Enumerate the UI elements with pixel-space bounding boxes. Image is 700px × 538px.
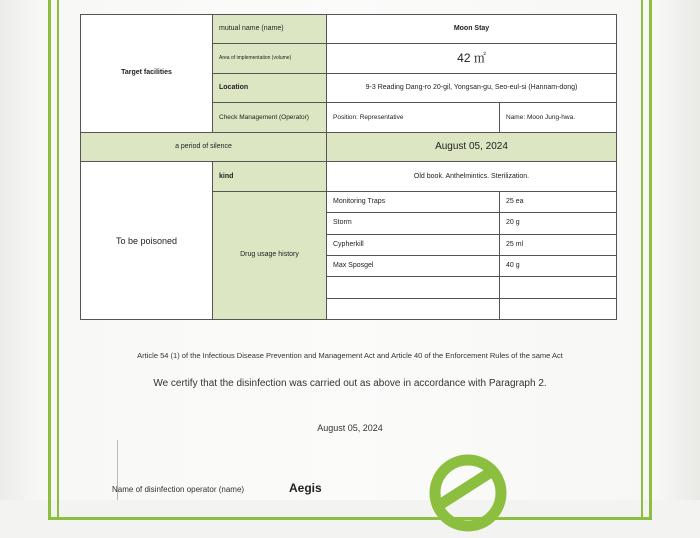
green-e-seal-icon [423, 448, 513, 538]
drug-amount-cell [500, 298, 617, 319]
drug-amount-cell: 25 ea [500, 191, 617, 212]
drug-name-cell [327, 277, 500, 298]
area-label: Area of implementation (volume) [213, 44, 327, 73]
area-value: 42 ㎡ [327, 44, 617, 73]
position-value: Position: Representative [327, 103, 500, 132]
certificate-date: August 05, 2024 [317, 423, 383, 433]
operator-label: Name of disinfection operator (name) [112, 485, 245, 494]
operator-name: Aegis [289, 481, 322, 495]
drug-name-cell: Storm [327, 213, 500, 234]
drug-name-cell: Max Sposgel [327, 255, 500, 276]
check-management-label: Check Management (Operator) [213, 103, 327, 132]
certify-text: We certify that the disinfection was carried out as above in accordance with Paragraph 2. [153, 378, 547, 389]
drug-name-cell: Cypherkill [327, 234, 500, 255]
drug-amount-cell: 40 g [500, 255, 617, 276]
period-label: a period of silence [81, 132, 327, 161]
location-label: Location [213, 73, 327, 102]
drug-name-cell [327, 298, 500, 319]
disinfection-table [80, 14, 617, 320]
location-value: 9-3 Reading Dang-ro 20-gil, Yongsan-gu, Seo-eul-si (Hannam-dong) [327, 73, 617, 102]
mutual-name-label: mutual name (name) [213, 15, 327, 44]
drug-history-label: Drug usage history [213, 191, 327, 319]
drug-amount-cell [500, 277, 617, 298]
mutual-name-value: Moon Stay [327, 15, 617, 44]
drug-amount-cell: 20 g [500, 213, 617, 234]
drug-name-cell: Monitoring Traps [327, 191, 500, 212]
statute-text: Article 54 (1) of the Infectious Disease Prevention and Management Act and Article 40 of the Enforcement Rules of the same Act [137, 351, 563, 360]
poisoned-label: To be poisoned [81, 162, 213, 320]
drug-amount-cell: 25 ml [500, 234, 617, 255]
operator-name-value: Name: Moon Jung-hwa. [500, 103, 617, 132]
period-value: August 05, 2024 [327, 132, 617, 161]
kind-value: Old book. Anthelmintics. Sterilization. [327, 162, 617, 191]
target-facilities-label: Target facilities [81, 15, 213, 133]
kind-label: kind [213, 162, 327, 191]
